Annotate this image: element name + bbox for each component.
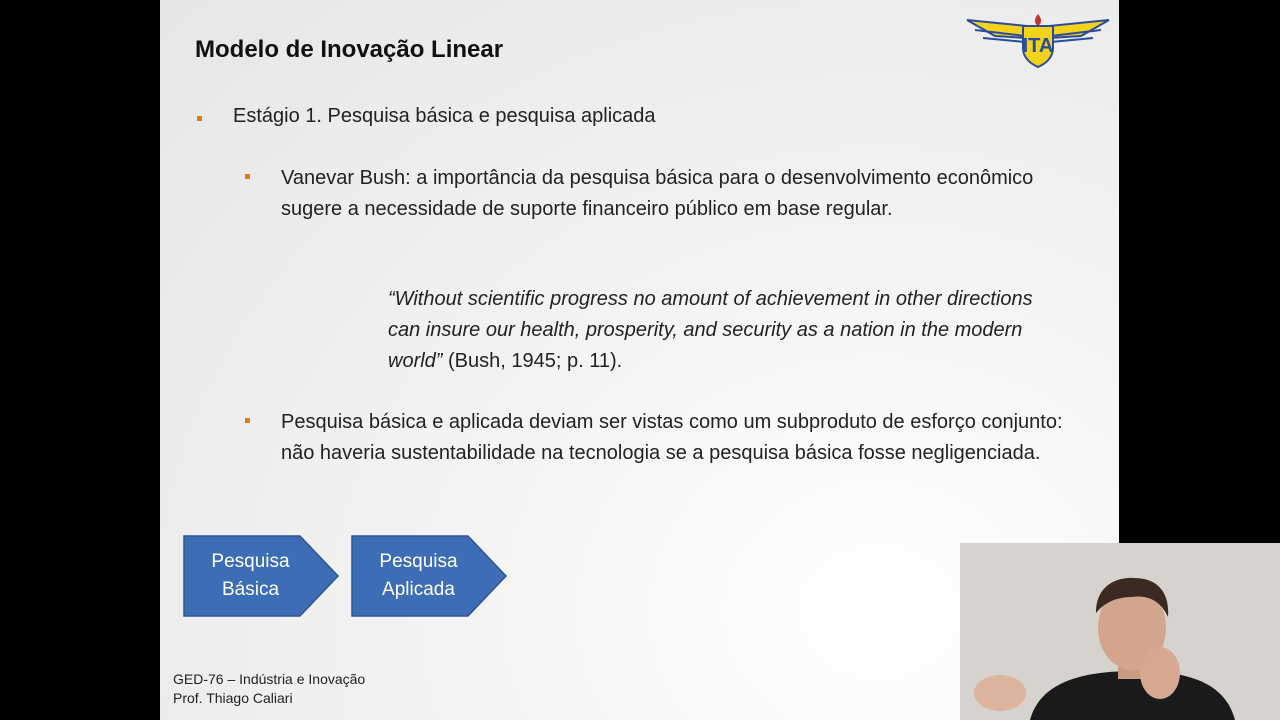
bullet-text: Estágio 1. Pesquisa básica e pesquisa aplicada — [233, 105, 656, 127]
arrow-label-line: Básica — [221, 579, 280, 600]
bullet-stage-1 — [197, 105, 656, 128]
arrow-label-line: Pesquisa — [211, 551, 290, 572]
arrow-label-line: Aplicada — [382, 579, 455, 600]
logo-text: ITA — [1022, 35, 1054, 57]
presenter-webcam — [960, 543, 1280, 720]
bullet-joint-effort — [245, 407, 1075, 469]
bullet-vanevar-bush — [245, 163, 1065, 225]
bullet-marker — [245, 418, 250, 423]
bullet-marker — [245, 174, 250, 179]
arrow-label-applied — [361, 548, 476, 604]
bullet-marker — [197, 116, 202, 121]
quote-citation: (Bush, 1945; p. 11). — [442, 350, 623, 372]
footer-course: GED-76 – Indústria e Inovação — [173, 671, 366, 687]
bullet-text: Pesquisa básica e aplicada deviam ser vistas como um subproduto de esforço conjunto: não haveria sustentabilidade na tecnologia se a pesquisa básica fosse negligenciada. — [281, 411, 1063, 464]
arrow-label-basic — [193, 548, 308, 604]
arrow-label-line: Pesquisa — [379, 551, 458, 572]
slide-footer — [173, 670, 365, 708]
quote-text: “Without scientific progress no amount of achievement in other directions can insure our health, prosperity, and security as a nation in the modern world” — [388, 288, 1033, 372]
slide-title: Modelo de Inovação Linear — [195, 36, 504, 63]
bush-quote — [388, 284, 1058, 377]
footer-professor: Prof. Thiago Caliari — [173, 690, 293, 706]
presenter-icon — [960, 543, 1280, 720]
bullet-text: Vanevar Bush: a importância da pesquisa básica para o desenvolvimento econômico sugere a necessidade de suporte financeiro público em base regular. — [281, 167, 1034, 220]
process-arrows — [183, 535, 513, 617]
ita-logo-icon — [965, 12, 1111, 68]
